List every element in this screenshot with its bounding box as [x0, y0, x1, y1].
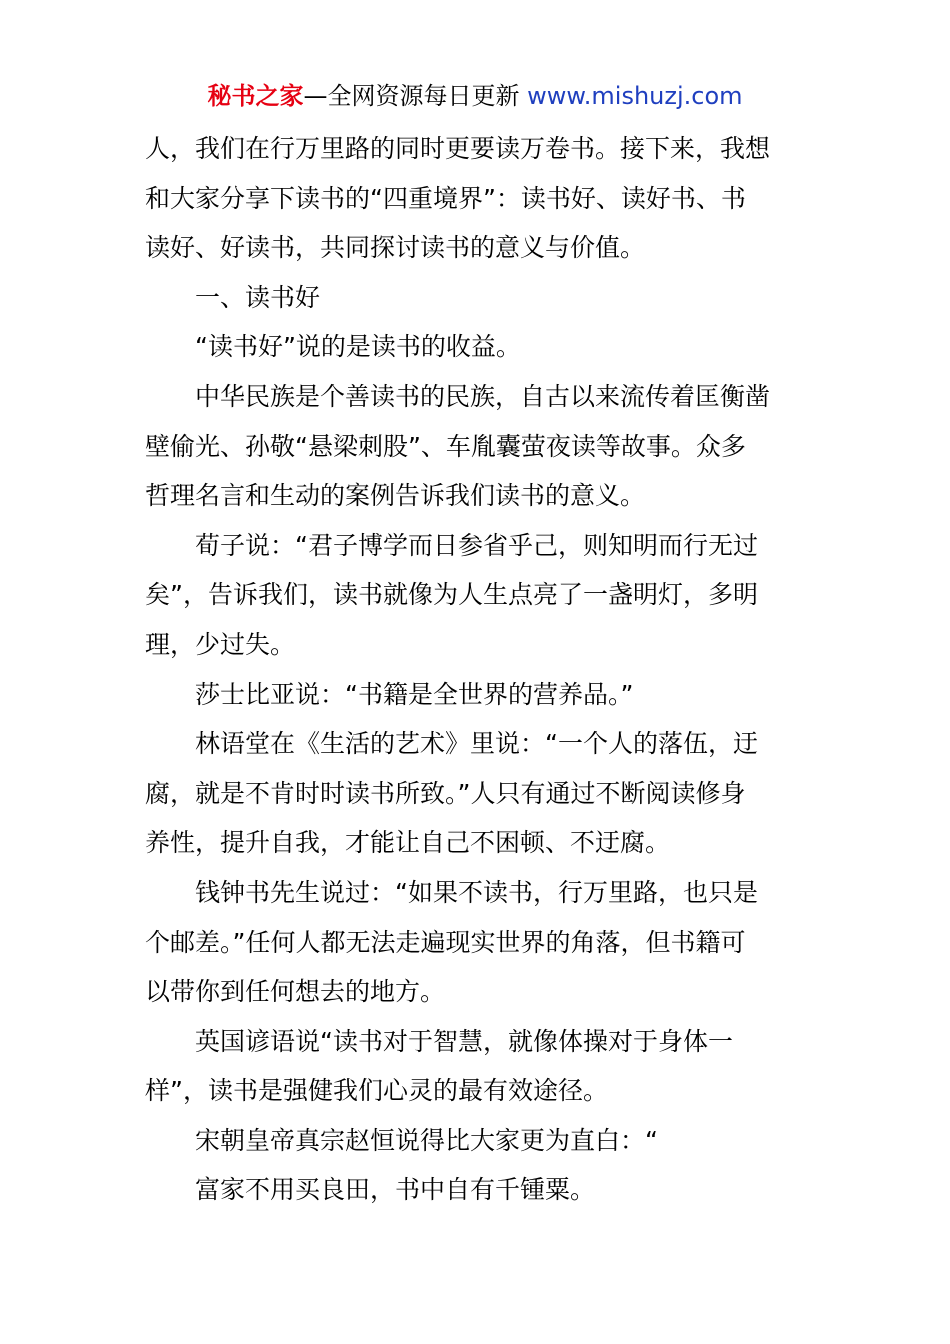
text-line: 和大家分享下读书的“四重境界”：读书好、读好书、书 — [145, 183, 746, 213]
text-line: 宋朝皇帝真宗赵恒说得比大家更为直白：“ — [195, 1125, 658, 1155]
text-line: 以带你到任何想去的地方。 — [145, 977, 446, 1007]
text-line: 中华民族是个善读书的民族，自古以来流传着匡衡凿 — [195, 381, 771, 411]
text-line: 英国谚语说“读书对于智慧，就像体操对于身体一 — [195, 1026, 733, 1056]
text-line: 莎士比亚说：“书籍是全世界的营养品。” — [195, 679, 634, 709]
text-line: 富家不用买良田，书中自有千锺粟。 — [195, 1175, 596, 1205]
text-line: 理，少过失。 — [145, 629, 296, 659]
text-line: 矣”，告诉我们，读书就像为人生点亮了一盏明灯，多明 — [145, 580, 758, 610]
text-line: 钱钟书先生说过：“如果不读书，行万里路，也只是 — [195, 877, 758, 907]
text-line: 腐，就是不肯时时读书所致。”人只有通过不断阅读修身 — [145, 778, 746, 808]
section-heading: 一、读书好 — [195, 282, 321, 312]
site-tagline: —全网资源每日更新 — [303, 82, 520, 110]
text-line: 林语堂在《生活的艺术》里说：“一个人的落伍，迂 — [195, 729, 758, 759]
text-line: 壁偷光、孙敬“悬梁刺股”、车胤囊萤夜读等故事。众多 — [145, 431, 746, 461]
text-line: 读好、好读书，共同探讨读书的意义与价值。 — [145, 233, 646, 263]
site-brand: 秘书之家 — [207, 82, 304, 110]
text-line: 个邮差。”任何人都无法走遍现实世界的角落，但书籍可 — [145, 927, 746, 957]
text-line: 哲理名言和生动的案例告诉我们读书的意义。 — [145, 481, 646, 511]
page-header — [0, 80, 950, 112]
text-line: 人，我们在行万里路的同时更要读万卷书。接下来，我想 — [145, 134, 771, 163]
site-url-link[interactable]: www.mishuzj.com — [527, 82, 743, 110]
text-line: 养性，提升自我，才能让自己不困顿、不迂腐。 — [145, 828, 671, 858]
document-body — [145, 124, 807, 1215]
text-line: “读书好”说的是读书的收益。 — [195, 332, 521, 362]
text-line: 荀子说：“君子博学而日参省乎己，则知明而行无过 — [195, 530, 758, 560]
text-line: 样”，读书是强健我们心灵的最有效途径。 — [145, 1076, 608, 1106]
